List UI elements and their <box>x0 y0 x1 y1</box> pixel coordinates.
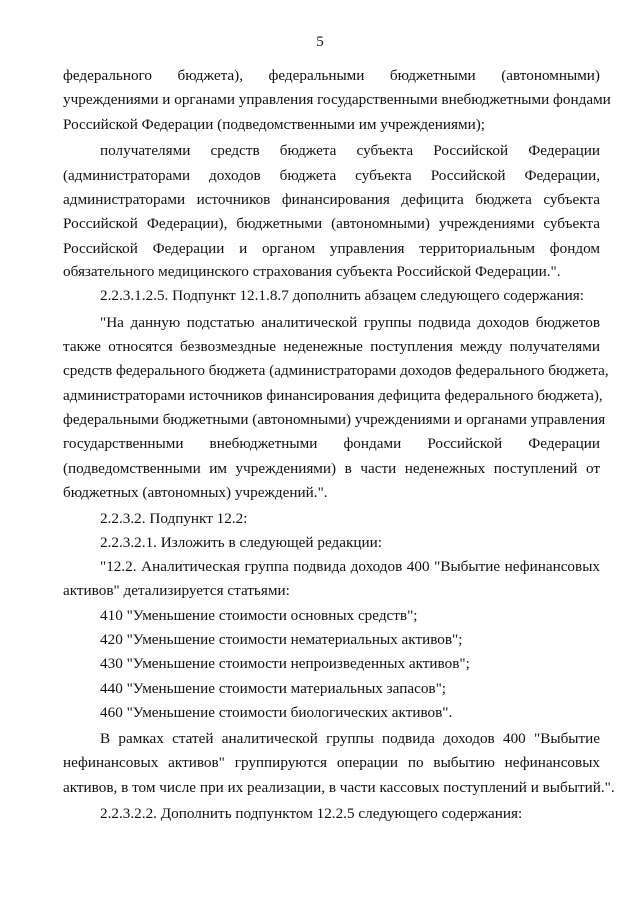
text-line: администраторами источников финансирования дефицита федерального бюджета), <box>63 387 603 404</box>
text-line: нефинансовых активов" группируются операции по выбытию нефинансовых <box>63 754 600 771</box>
text-line: средств федерального бюджета (администраторами доходов федерального бюджета, <box>63 362 609 379</box>
text-line: 430 "Уменьшение стоимости непроизведенных активов"; <box>100 655 470 672</box>
text-line: 440 "Уменьшение стоимости материальных запасов"; <box>100 680 447 697</box>
text-line: 410 "Уменьшение стоимости основных средств"; <box>100 607 418 624</box>
text-line: получателями средств бюджета субъекта Российской Федерации <box>100 142 600 159</box>
text-line: Российской Федерации и органом управления территориальным фондом <box>63 240 600 257</box>
text-line: 420 "Уменьшение стоимости нематериальных активов"; <box>100 631 463 648</box>
text-line: (подведомственными им учреждениями) в части неденежных поступлений от <box>63 460 600 477</box>
text-line: активов" детализируется статьями: <box>63 582 290 599</box>
text-line: бюджетных (автономных) учреждений.". <box>63 484 328 501</box>
text-line: государственными внебюджетными фондами Российской Федерации <box>63 435 600 452</box>
text-line: 2.2.3.2. Подпункт 12.2: <box>100 510 248 527</box>
text-line: 2.2.3.2.2. Дополнить подпунктом 12.2.5 следующего содержания: <box>100 805 523 822</box>
text-line: Российской Федерации (подведомственными им учреждениями); <box>63 116 486 133</box>
text-line: учреждениями и органами управления государственными внебюджетными фондами <box>63 91 611 108</box>
text-line: "12.2. Аналитическая группа подвида доходов 400 "Выбытие нефинансовых <box>100 558 600 575</box>
text-line: активов, в том числе при их реализации, в части кассовых поступлений и выбытий.". <box>63 779 615 796</box>
text-line: также относятся безвозмездные неденежные поступления между получателями <box>63 338 600 355</box>
text-line: обязательного медицинского страхования субъекта Российской Федерации.". <box>63 263 561 280</box>
text-line: (администраторами доходов бюджета субъекта Российской Федерации, <box>63 167 600 184</box>
text-line: 460 "Уменьшение стоимости биологических активов". <box>100 704 453 721</box>
page-number: 5 <box>316 34 324 50</box>
text-line: федеральными бюджетными (автономными) учреждениями и органами управления <box>63 411 606 428</box>
text-line: "На данную подстатью аналитической группы подвида доходов бюджетов <box>100 314 600 331</box>
text-line: Российской Федерации), бюджетными (автономными) учреждениями субъекта <box>63 215 600 232</box>
text-line: В рамках статей аналитической группы подвида доходов 400 "Выбытие <box>100 730 600 747</box>
text-line: 2.2.3.2.1. Изложить в следующей редакции: <box>100 534 382 551</box>
text-line: 2.2.3.1.2.5. Подпункт 12.1.8.7 дополнить абзацем следующего содержания: <box>100 287 584 304</box>
text-line: администраторами источников финансирования дефицита бюджета субъекта <box>63 191 600 208</box>
text-line: федерального бюджета), федеральными бюджетными (автономными) <box>63 67 600 84</box>
